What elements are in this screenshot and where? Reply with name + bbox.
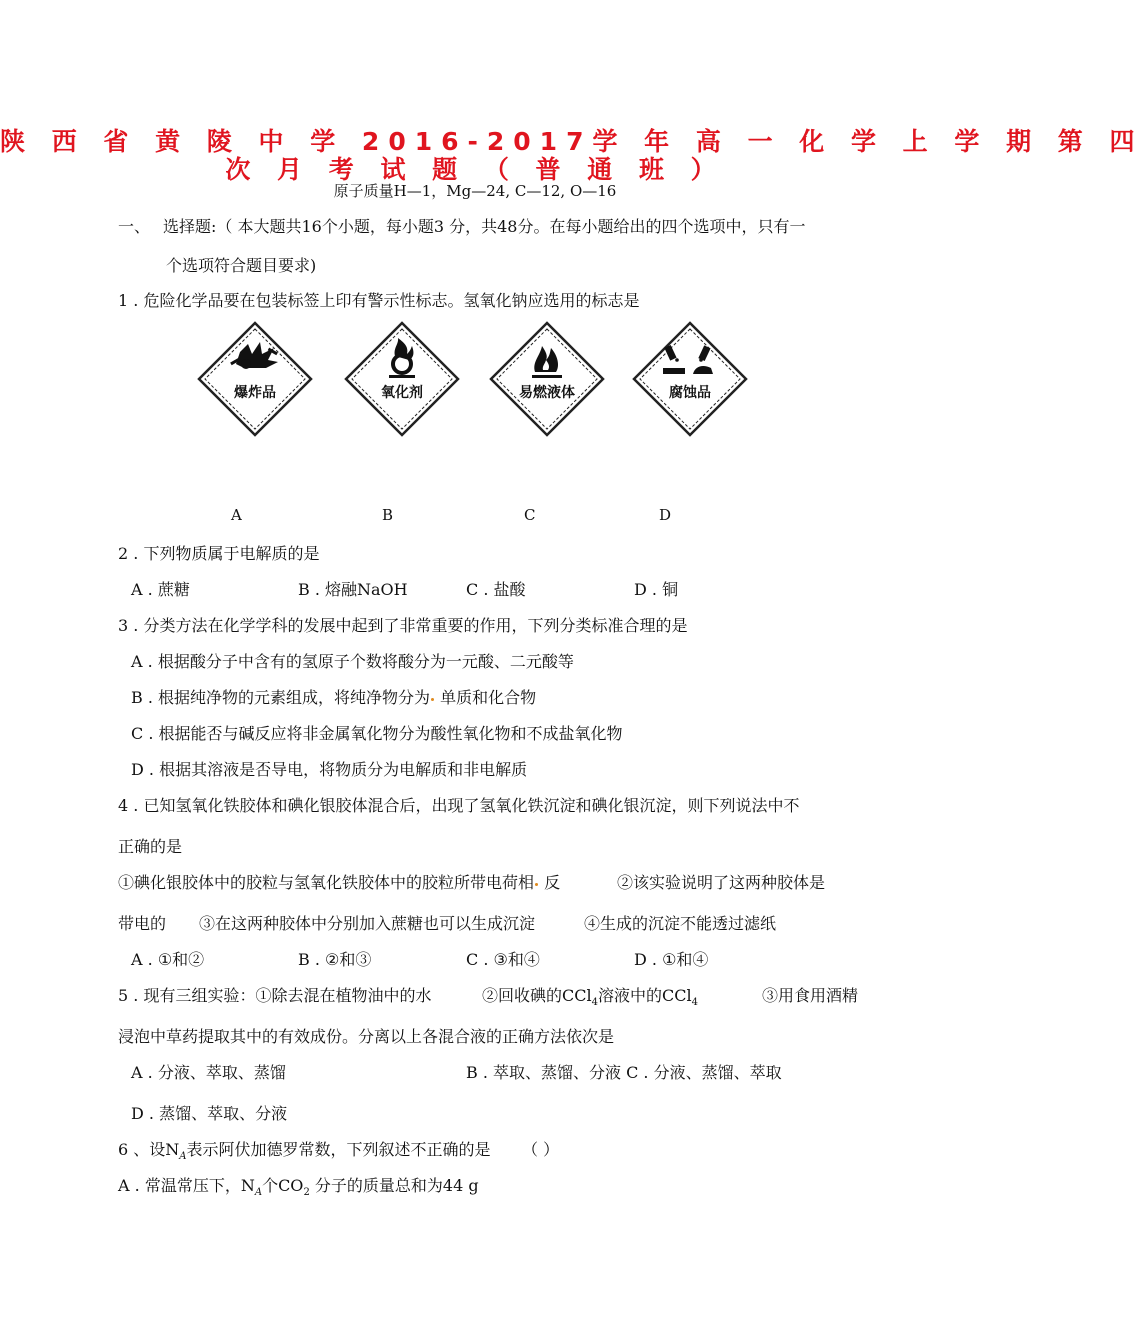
question-5-stem-1b	[482, 983, 698, 1008]
sign-label-explosive: 爆炸品	[234, 385, 276, 401]
question-1-stem: 1 . 危险化学品要在包装标签上印有警示性标志。氢氧化钠应选用的标志是	[118, 291, 640, 310]
section-instructions-2: 个选项符合题目要求)	[166, 256, 317, 275]
subscript-4: 4	[691, 997, 698, 1009]
q4-statement-3: ③在这两种胶体中分别加入蔗糖也可以生成沉淀	[199, 914, 536, 933]
q3-option-b	[131, 685, 536, 708]
page-title-line2: 次 月 考 试 题 （ 普 通 班 ）	[225, 155, 725, 184]
question-6-stem	[118, 1137, 491, 1162]
question-4-stem-2: 正确的是	[118, 837, 183, 856]
q6-opt-a-part2: 个CO	[262, 1176, 304, 1195]
question-5-stem-1a: 5 . 现有三组实验：①除去混在植物油中的水	[118, 986, 432, 1005]
q6-option-a	[118, 1173, 479, 1198]
sign-label-oxidizer: 氧化剂	[381, 385, 423, 401]
corrosive-icon	[631, 320, 749, 438]
hazard-sign-oxidizer	[343, 320, 461, 438]
q3-option-d: D . 根据其溶液是否导电，将物质分为电解质和非电解质	[131, 760, 528, 779]
q4-option-c: C . ③和④	[466, 950, 540, 969]
q5-option-b-c: B . 萃取、蒸馏、分液 C . 分液、蒸馏、萃取	[466, 1063, 782, 1082]
oxidizer-icon	[343, 320, 461, 438]
q4-option-d: D . ①和④	[634, 950, 709, 969]
q2-option-a: A . 蔗糖	[131, 580, 190, 599]
q4-statement-2-cont: 带电的	[118, 914, 167, 933]
q2-option-c: C . 盐酸	[466, 580, 526, 599]
q5-option-d: D . 蒸馏、萃取、分液	[131, 1104, 288, 1123]
sign-label-flammable-liquid: 易燃液体	[519, 385, 575, 401]
q2-option-d: D . 铜	[634, 580, 679, 599]
q5-text-ccl4-b: 溶液中的CCl	[597, 986, 692, 1005]
q4-statement-1	[118, 870, 560, 893]
q4-statement-1b: 反	[544, 873, 561, 892]
mark-dot	[431, 698, 434, 701]
q6-opt-a-part1: A . 常温常压下，N	[118, 1176, 255, 1195]
q3-option-a: A . 根据酸分子中含有的氢原子个数将酸分为一元酸、二元酸等	[131, 652, 574, 671]
q1-option-c: C	[524, 506, 536, 524]
question-5-stem-1d: ③用食用酒精	[762, 986, 859, 1005]
answer-parentheses: （ ）	[522, 1140, 560, 1159]
q1-option-d: D	[659, 506, 672, 524]
flame-icon	[488, 320, 606, 438]
q4-statement-4: ④生成的沉淀不能透过滤纸	[584, 914, 777, 933]
atomic-masses: 原子质量H—1，Mg—24, C—12, O—16	[333, 182, 617, 200]
subscript-4: 4	[591, 997, 598, 1009]
hazard-sign-explosive	[196, 320, 314, 438]
section-instructions-1: 选择题:（ 本大题共16个小题，每小题3 分，共48分。在每小题给出的四个选项中，只有一	[163, 217, 806, 236]
question-4-stem-1: 4 . 已知氢氧化铁胶体和碘化银胶体混合后，出现了氢氧化铁沉淀和碘化银沉淀，则下列说法中不	[118, 796, 800, 815]
section-number: 一、	[118, 217, 151, 236]
sign-label-corrosive: 腐蚀品	[669, 385, 711, 401]
q6-stem-part1: 6 、设N	[118, 1140, 180, 1159]
explosion-icon	[196, 320, 314, 438]
q4-statement-2: ②该实验说明了这两种胶体是	[617, 873, 826, 892]
q5-text-ccl4-a: ②回收碘的CCl	[482, 986, 592, 1005]
hazard-sign-corrosive	[631, 320, 749, 438]
q6-opt-a-part3: 分子的质量总和为44 g	[309, 1176, 479, 1195]
q5-option-a: A . 分液、萃取、蒸馏	[131, 1063, 286, 1082]
q1-option-a: A	[231, 506, 242, 524]
subscript-a: A	[179, 1151, 187, 1163]
q3-option-b-part2: 单质和化合物	[440, 688, 537, 707]
mark-dot	[535, 883, 538, 886]
subscript-2: 2	[303, 1187, 310, 1199]
q2-option-b: B . 熔融NaOH	[298, 580, 408, 599]
page-title-line1: 陕 西 省 黄 陵 中 学 2016-2017学 年 高 一 化 学 上 学 期 第 四	[0, 127, 1144, 156]
question-2-stem: 2 . 下列物质属于电解质的是	[118, 544, 320, 563]
q4-statement-1a: ①碘化银胶体中的胶粒与氢氧化铁胶体中的胶粒所带电荷相	[118, 873, 535, 892]
q3-option-c: C . 根据能否与碱反应将非金属氧化物分为酸性氧化物和不成盐氧化物	[131, 724, 623, 743]
q4-option-b: B . ②和③	[298, 950, 372, 969]
subscript-a: A	[254, 1187, 263, 1199]
hazard-sign-flammable-liquid	[488, 320, 606, 438]
q3-option-b-part1: B . 根据纯净物的元素组成，将纯净物分为	[131, 688, 431, 707]
q4-option-a: A . ①和②	[131, 950, 205, 969]
question-5-stem-2: 浸泡中草药提取其中的有效成份。分离以上各混合液的正确方法依次是	[118, 1027, 615, 1046]
question-3-stem: 3 . 分类方法在化学学科的发展中起到了非常重要的作用，下列分类标准合理的是	[118, 616, 688, 635]
q1-option-b: B	[382, 506, 394, 524]
q6-stem-part2: 表示阿伏加德罗常数，下列叙述不正确的是	[186, 1140, 491, 1159]
